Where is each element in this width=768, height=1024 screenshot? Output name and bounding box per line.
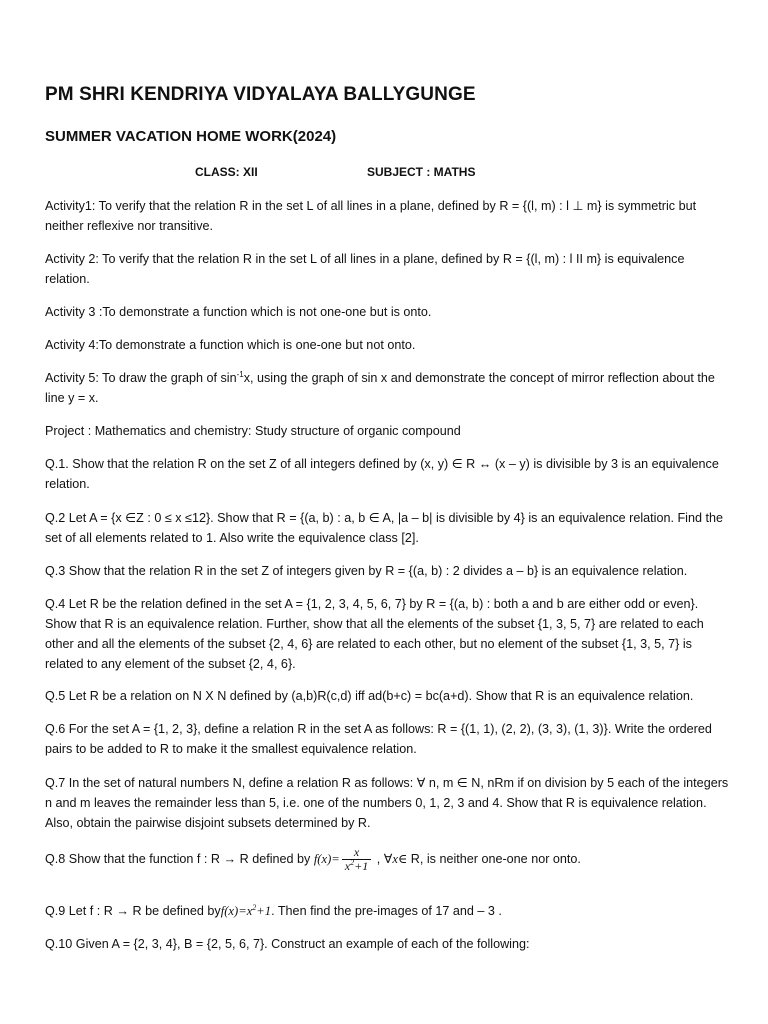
question-9-function-tail: +1 <box>256 904 272 918</box>
question-5: Q.5 Let R be a relation on N X N defined by (a,b)R(c,d) iff ad(b+c) = bc(a+d). Show that R is an equivalence relation. <box>45 689 694 703</box>
activity-5-text-start: Activity 5: To draw the graph of sin <box>45 371 237 385</box>
class-label: CLASS: XII <box>195 165 258 179</box>
activity-5-text-end: x, using the graph of sin x and demonstrate the concept of mirror reflection about the line y = x. <box>45 371 715 405</box>
question-8-den-base: x <box>344 859 351 873</box>
question-4: Q.4 Let R be the relation defined in the set A = {1, 2, 3, 4, 5, 6, 7} by R = {(a, b) : both a and b are either odd or even}. Show that R is an equivalence relation. Further, show that all the elements of the subset {1, 3, 5, 7} are related to each other and all the elements of the subset {2, 4, 6} are related to each other, but no element of the subset {1, 3, 5, 7} is related to any element of the subset {2, 4, 6}. <box>45 597 704 671</box>
question-8-den-tail: +1 <box>354 859 369 873</box>
question-3: Q.3 Show that the relation R in the set Z of integers given by R = {(a, b) : 2 divides a – b} is an equivalence relation. <box>45 564 688 578</box>
question-9-text-end: . Then find the pre-images of 17 and – 3 . <box>271 904 502 918</box>
question-9-function: f(x)=x <box>220 904 253 918</box>
question-2: Q.2 Let A = {x ∈Z : 0 ≤ x ≤12}. Show that R = {(a, b) : a, b ∈ A, |a – b| is divisible by 4} is an equivalence relation. Find the set of all elements related to 1. Also write the equivalence class [2]. <box>45 511 723 545</box>
project-line: Project : Mathematics and chemistry: Study structure of organic compound <box>45 424 461 438</box>
question-1: Q.1. Show that the relation R on the set Z of all integers defined by (x, y) ∈ R ↔ (x – y) is divisible by 3 is an equivalence relation. <box>45 457 719 491</box>
subject-label: SUBJECT : MATHS <box>367 165 476 179</box>
question-8-fraction <box>342 846 371 873</box>
question-8-denominator <box>342 860 371 873</box>
question-8-numerator: x <box>342 846 371 860</box>
school-name-heading: PM SHRI KENDRIYA VIDYALAYA BALLYGUNGE <box>45 84 476 105</box>
activity-5-superscript: -1 <box>236 369 244 379</box>
question-8-text-mid: , ∀ <box>373 851 393 866</box>
question-8-variable: x∈ <box>392 851 408 866</box>
question-7: Q.7 In the set of natural numbers N, define a relation R as follows: ∀ n, m ∈ N, nRm if on division by 5 each of the integers n and m leaves the remainder less than 5, i.e. one of the numbers 0, 1, 2, 3 and 4. Show that R is equivalence relation. Also, obtain the pairwise disjoint subsets determined by R. <box>45 776 729 830</box>
question-9-exponent: 2 <box>252 902 257 912</box>
question-8-text-start: Q.8 Show that the function f : R → R defined by <box>45 851 314 866</box>
activity-4: Activity 4:To demonstrate a function which is one-one but not onto. <box>45 338 416 352</box>
question-9-text-start: Q.9 Let f : R → R be defined by <box>45 904 221 918</box>
activity-3: Activity 3 :To demonstrate a function which is not one-one but is onto. <box>45 305 432 319</box>
question-9 <box>45 901 729 921</box>
activity-2: Activity 2: To verify that the relation R in the set L of all lines in a plane, defined by R = {(l, m) : l II m} is equivalence relation. <box>45 252 685 286</box>
homework-title: SUMMER VACATION HOME WORK(2024) <box>45 128 337 145</box>
question-8-den-exponent: 2 <box>350 858 355 867</box>
question-8 <box>45 846 729 873</box>
question-10: Q.10 Given A = {2, 3, 4}, B = {2, 5, 6, 7}. Construct an example of each of the following: <box>45 937 530 951</box>
activity-1: Activity1: To verify that the relation R in the set L of all lines in a plane, defined by R = {(l, m) : l ⊥ m} is symmetric but neither reflexive nor transitive. <box>45 199 697 233</box>
question-6: Q.6 For the set A = {1, 2, 3}, define a relation R in the set A as follows: R = {(1, 1), (2, 2), (3, 3), (1, 3)}. Write the ordered pairs to be added to R to make it the smallest equivalence relation. <box>45 722 712 756</box>
question-8-function: f(x)= <box>313 851 340 866</box>
activity-5 <box>45 368 729 408</box>
question-8-text-end: R, is neither one-one nor onto. <box>407 851 581 866</box>
